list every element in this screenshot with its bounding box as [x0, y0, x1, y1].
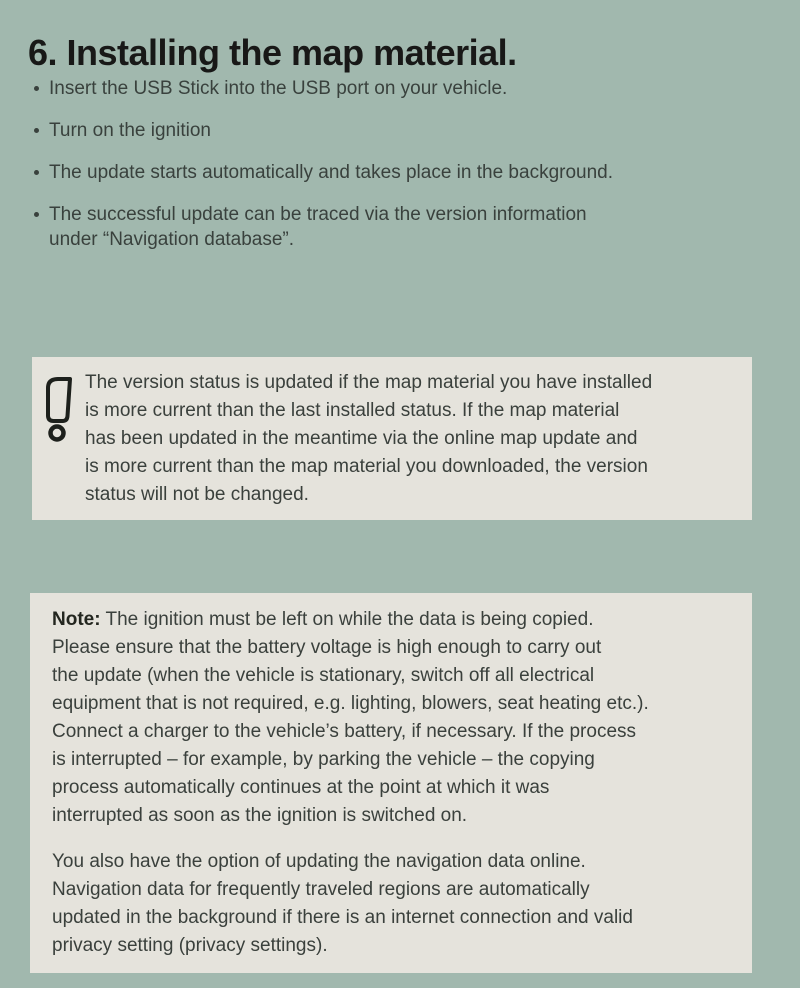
text-line: under “Navigation database”. [49, 229, 295, 250]
note-paragraph-1-lines [52, 634, 649, 830]
note-first-line-text: The ignition must be left on while the data is being copied. [105, 609, 594, 630]
text-line: is more current than the map material you downloaded, the version [85, 456, 648, 477]
bullet-text [49, 118, 211, 143]
bullet-list [33, 76, 763, 269]
text-line: Please ensure that the battery voltage is high enough to carry out [52, 637, 602, 658]
text-line: The version status is updated if the map material you have installed [85, 372, 653, 393]
text-line: Connect a charger to the vehicle’s battery, if necessary. If the process [52, 721, 637, 742]
text-line: The successful update can be traced via the version information [49, 204, 587, 225]
exclamation-outline-icon [44, 376, 74, 446]
info-box-text [85, 369, 652, 509]
text-line: has been updated in the meantime via the online map update and [85, 428, 638, 449]
text-line: equipment that is not required, e.g. lighting, blowers, seat heating etc.). [52, 693, 649, 714]
bullet-item-version-info [33, 202, 763, 252]
note-first-line [52, 606, 649, 634]
note-box [30, 593, 752, 973]
version-status-info-box [32, 357, 752, 520]
bullet-dot [34, 170, 39, 175]
bullet-item-insert-usb [33, 76, 763, 101]
text-line: Navigation data for frequently traveled regions are automatically [52, 879, 590, 900]
text-line: updated in the background if there is an internet connection and valid [52, 907, 633, 928]
bullet-dot [34, 212, 39, 217]
bullet-item-update-automatic [33, 160, 763, 185]
text-line: The update starts automatically and takes place in the background. [49, 162, 614, 183]
bullet-text [49, 76, 507, 101]
text-line: interrupted as soon as the ignition is switched on. [52, 805, 468, 826]
bullet-dot [34, 128, 39, 133]
text-line: privacy setting (privacy settings). [52, 935, 328, 956]
text-line: is more current than the last installed status. If the map material [85, 400, 620, 421]
text-line: Insert the USB Stick into the USB port on your vehicle. [49, 78, 508, 99]
text-line: is interrupted – for example, by parking the vehicle – the copying [52, 749, 595, 770]
bullet-dot [34, 86, 39, 91]
note-box-text [52, 606, 649, 960]
text-line: Turn on the ignition [49, 120, 211, 141]
note-label: Note: [52, 609, 101, 630]
page-title: 6. Installing the map material. [28, 32, 517, 74]
note-paragraph-1 [52, 606, 649, 830]
text-line: process automatically continues at the point at which it was [52, 777, 550, 798]
bullet-text [49, 202, 587, 252]
bullet-item-ignition-on [33, 118, 763, 143]
text-line: the update (when the vehicle is stationary, switch off all electrical [52, 665, 595, 686]
text-line: status will not be changed. [85, 484, 309, 505]
text-line: You also have the option of updating the navigation data online. [52, 851, 586, 872]
note-paragraph-2 [52, 848, 649, 960]
bullet-text [49, 160, 613, 185]
